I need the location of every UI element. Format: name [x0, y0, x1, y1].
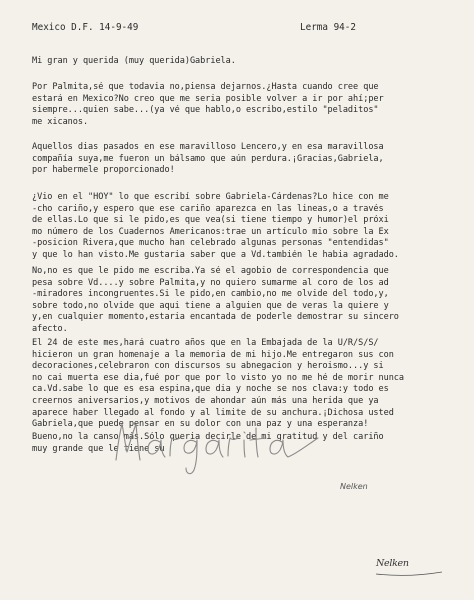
place-date: Mexico D.F. 14-9-49: [32, 22, 139, 33]
text-line: y que lo han visto.Me gustaria saber que a Vd.también le habia agradado.: [32, 249, 399, 260]
paragraph-palmita: [32, 82, 447, 128]
bottom-annotation-text: Nelken: [376, 558, 409, 569]
paragraph-lencero: [32, 142, 447, 177]
paragraph-no-escriba: [32, 266, 447, 336]
text-line: siempre...quien sabe...(ya vé que hablo,o escribo,estilo "peladitos": [32, 105, 379, 116]
bottom-annotation: [374, 554, 446, 578]
text-line: no cai muerta ese dia,fué por que por lo visto yo no me hé de morir nunca: [32, 372, 404, 383]
text-line: afecto.: [32, 323, 68, 334]
text-line: -miradores incongruentes.Si le pido,en cambio,no me olvide del todo,y,: [32, 289, 389, 300]
underline-mark: [374, 554, 446, 578]
text-line: muy grande que le tiene su: [32, 443, 165, 454]
salutation: [32, 56, 447, 68]
paragraph-hoy: [32, 192, 447, 262]
text-line: El 24 de este mes,hará cuatro años que en la Embajada de la U/R/S/S/: [32, 338, 379, 348]
text-line: y,en cualquier momento,estaria encantada de poderle demostrar su sincero: [32, 312, 399, 323]
handwritten-signature: [110, 402, 325, 482]
text-line: ¿Vio en el "HOY" lo que escribí sobre Gabriela-Cárdenas?Lo hice con me: [32, 192, 389, 202]
text-line: No,no es que le pido me escriba.Ya sé el agobio de correspondencia que: [32, 266, 389, 276]
sender-address: Lerma 94-2: [300, 22, 356, 33]
text-line: estará en Mexico?No creo que me seria posible volver a ir por ahí;per: [32, 93, 384, 104]
text-line: Por Palmita,sé que todavia no,piensa dejarnos.¿Hasta cuando cree que: [32, 82, 379, 92]
text-line: aparece haber llegado al fondo y al limite de su anchura.¡Dichosa usted: [32, 407, 394, 418]
text-line: mo número de los Cuadernos Americanos:trae un artículo mio sobre la Ex: [32, 226, 389, 237]
text-line: pesa sobre Vd....y sobre Palmita,y no quiero sumarme al coro de los ad: [32, 277, 389, 288]
text-line: decoraciones,celebraron con discursos su abnegacion y heroismo...y si: [32, 361, 384, 372]
text-line: me xicanos.: [32, 116, 89, 127]
text-line: Mi gran y querida (muy querida)Gabriela.: [32, 56, 236, 66]
text-line: hicieron un gran homenaje a la memoria de mi hijo.Me entregaron sus con: [32, 349, 394, 360]
letter-header: [32, 22, 442, 34]
text-line: Bueno,no la canso más.Sólo queria decirle de mi gratitud y del cariño: [32, 432, 384, 442]
text-line: Aquellos dias pasados en ese maravilloso Lencero,y en esa maravillosa: [32, 142, 384, 152]
text-line: ca.Vd.sabe lo que es esa espina,que dia y noche se nos clava:y todo es: [32, 384, 389, 395]
text-line: creernos aniversarios,y motivos de ahondar aún más una herida que ya: [32, 395, 379, 406]
text-line: -cho cariño,y espero que ese cariño aparezca en las lineas,o a través: [32, 203, 384, 214]
text-line: sobre todo,no olvide que aqui tiene a alguien que de veras la quiere y: [32, 300, 389, 311]
text-line: de ellas.Lo que si le pido,es que vea(si tiene tiempo y humor)el próxi: [32, 215, 389, 226]
text-line: compañía suya,me fueron un bálsamo que aún perdura.¡Gracias,Gabriela,: [32, 153, 384, 164]
text-line: -posicion Rivera,que mucho han celebrado algunas personas "entendidas": [32, 238, 389, 249]
name-annotation: Nelken: [340, 482, 368, 491]
text-line: Gabriela,que puede pensar en su dolor con una paz y una esperanza!: [32, 419, 369, 430]
text-line: por habermele proporcionado!: [32, 165, 175, 176]
